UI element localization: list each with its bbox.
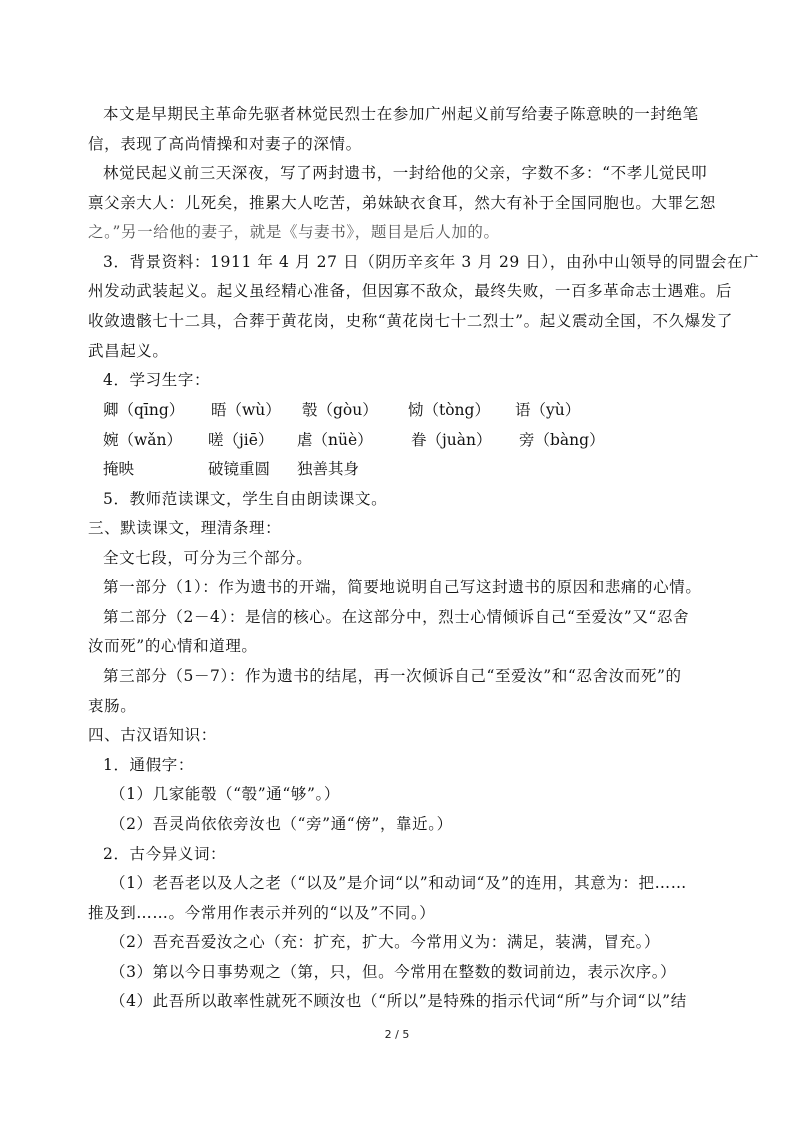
vocab-item: 掩映 (103, 460, 135, 478)
section-heading: 四、古汉语知识： (88, 726, 217, 744)
page-number: 2 / 5 (384, 1028, 410, 1041)
vocab-item: 破镜重圆 (208, 460, 271, 478)
vocab-row (103, 430, 723, 450)
vocab-item: 旁（bàng） (519, 431, 605, 449)
text-line: 武昌起义。 (88, 342, 169, 360)
text-line: 4．学习生字： (103, 371, 211, 389)
vocab-item: 卿（qīng） (103, 401, 185, 419)
text-line: （3）第以今日事势观之（第，只，但。今常用在整数的数词前边，表示次序。） (110, 963, 677, 981)
text-line: 禀父亲大人：儿死矣，推累大人吃苦，弟妹缺衣食耳，然大有补于全国同胞也。大罪乞恕 (88, 194, 716, 212)
text-line: 第三部分（5－7）：作为遗书的结尾，再一次倾诉自己“至爱汝”和“忍舍汝而死”的 (103, 667, 682, 685)
vocab-row (103, 459, 723, 479)
vocab-item: 恸（tòng） (408, 401, 490, 419)
text-line: 收敛遗骸七十二具，合葬于黄花岗，史称“黄花岗七十二烈士”。起义震动全国，不久爆发了 (88, 312, 733, 330)
text-line: 州发动武装起义。起义虽经精心准备，但因寡不敌众，最终失败，一百多革命志士遇难。后 (88, 282, 733, 300)
text-line: （1）几家能彀（“彀”通“够”。） (110, 785, 341, 803)
vocab-item: 彀（gòu） (302, 401, 378, 419)
section-heading: 三、默读课文，理清条理： (88, 519, 282, 537)
vocab-row (103, 400, 723, 420)
vocab-item: 语（yù） (515, 401, 581, 419)
text-line: 汝而死”的心情和道理。 (88, 637, 258, 655)
vocab-item: 眷（juàn） (411, 431, 492, 449)
text-line: 2．古今异义词： (103, 845, 227, 863)
vocab-item: 嗟（jiē） (208, 431, 274, 449)
text-line: （2）吾充吾爱汝之心（充：扩充，扩大。今常用义为：满足，装满，冒充。） (110, 933, 661, 951)
text-line: 本文是早期民主革命先驱者林觉民烈士在参加广州起义前写给妻子陈意映的一封绝笔 (103, 105, 699, 123)
vocab-item: 独善其身 (297, 460, 360, 478)
text-line: 之。”另一给他的妻子，就是《与妻书》，题目是后人加的。 (88, 223, 500, 241)
text-line: （2）吾灵尚依依旁汝也（“旁”通“傍”，靠近。） (110, 815, 453, 833)
text-line: 第二部分（2－4）：是信的核心。在这部分中，烈士心情倾诉自己“至爱汝”又“忍舍 (103, 608, 690, 626)
vocab-item: 晤（wù） (211, 401, 281, 419)
text-line: 林觉民起义前三天深夜，写了两封遗书，一封给他的父亲，字数不多：“不孝儿觉民叩 (103, 164, 708, 182)
vocab-item: 虐（nüè） (297, 431, 373, 449)
text-line: 推及到……。今常用作表示并列的“以及”不同。） (88, 904, 436, 922)
text-line: 第一部分（1）：作为遗书的开端，简要地说明自己写这封遗书的原因和悲痛的心情。 (103, 578, 702, 596)
vocab-item: 婉（wǎn） (103, 431, 182, 449)
text-line: （4）此吾所以敢率性就死不顾汝也（“所以”是特殊的指示代词“所”与介词“以”结 (110, 992, 687, 1010)
text-line: 3．背景资料：1911 年 4 月 27 日（阴历辛亥年 3 月 29 日），由孙中山领导的同盟会在广 (103, 253, 760, 271)
text-line: 5．教师范读课文，学生自由朗读课文。 (103, 490, 388, 508)
text-line: （1）老吾老以及人之老（“以及”是介词“以”和动词“及”的连用，其意为：把…… (110, 874, 687, 892)
text-line: 全文七段，可分为三个部分。 (103, 549, 313, 567)
text-line: 衷肠。 (88, 697, 137, 715)
text-line: 1．通假字： (103, 756, 194, 774)
text-line: 信，表现了高尚情操和对妻子的深情。 (88, 135, 362, 153)
